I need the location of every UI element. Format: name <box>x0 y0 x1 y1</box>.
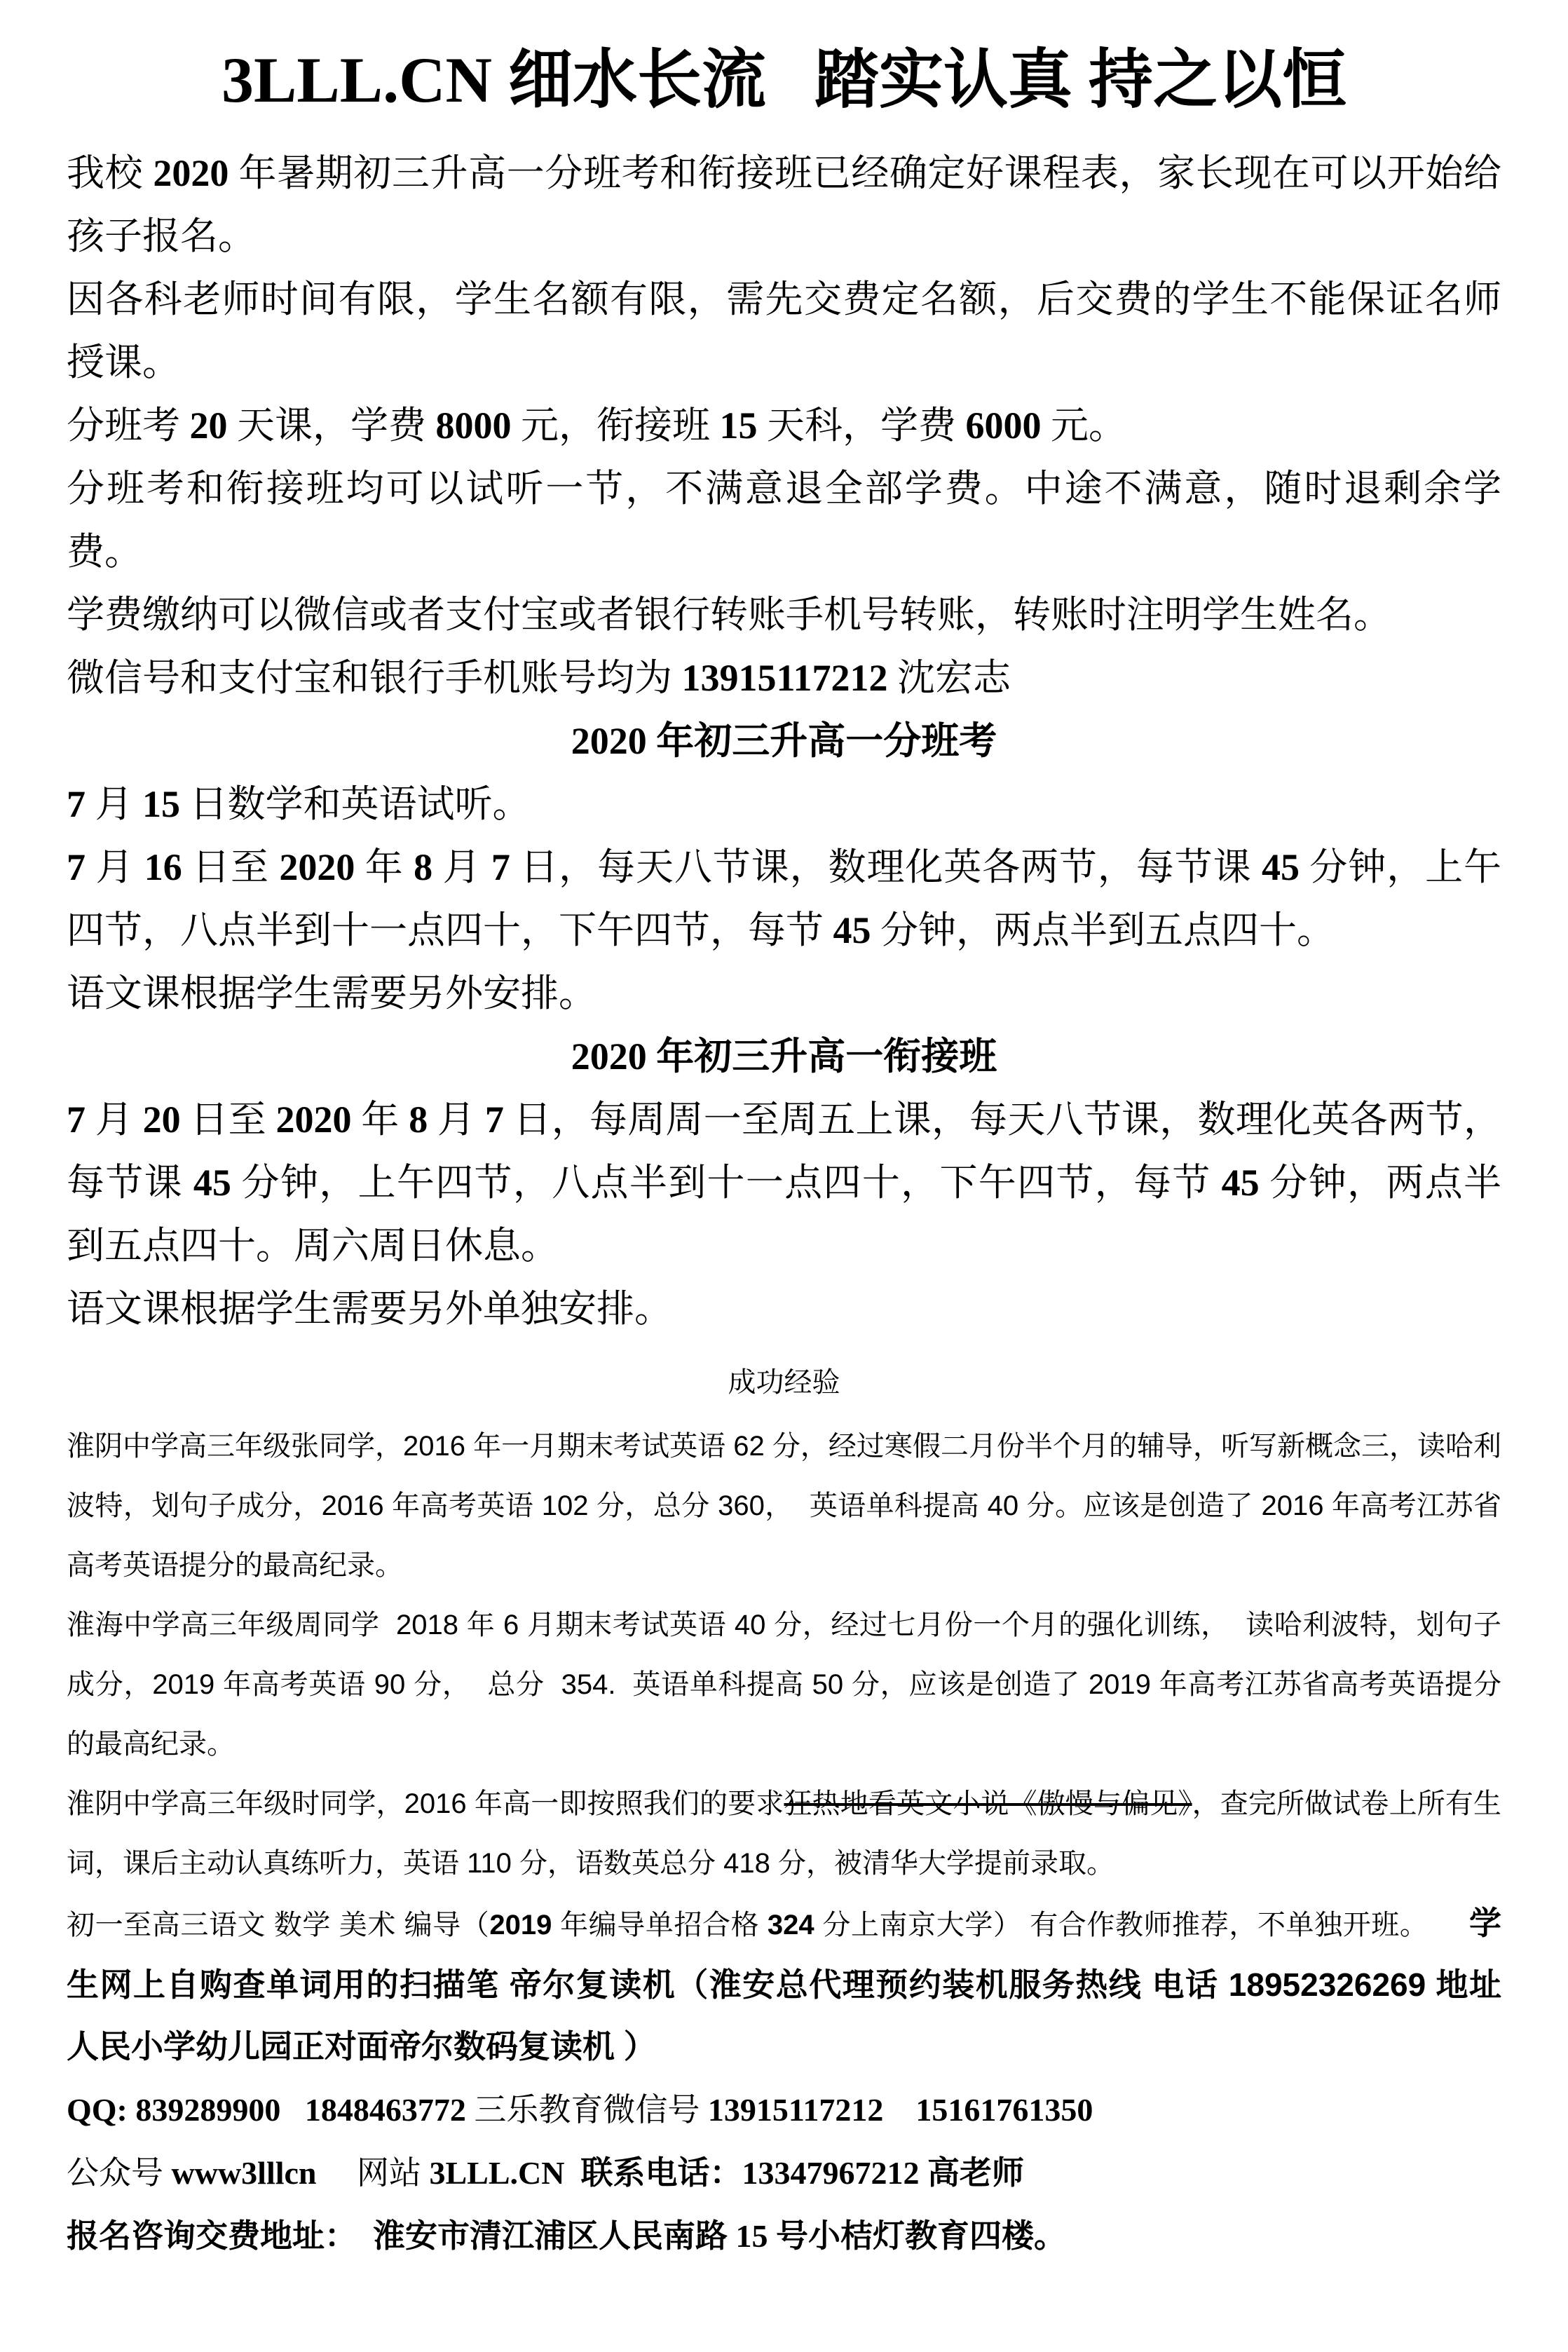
website-value: 3LLL.CN <box>429 2155 565 2191</box>
fenbankao-paragraph-3: 语文课根据学生需要另外安排。 <box>67 972 596 1015</box>
contact-line-web <box>67 2142 1501 2205</box>
contact-line-address <box>67 2205 1501 2268</box>
intro-paragraph-1: 我校 2020 年暑期初三升高一分班考和衔接班已经确定好课程表，家长现在可以开始给孩子报名。 <box>67 152 1502 258</box>
fenbankao-paragraph-1: 7 月 15 日数学和英语试听。 <box>67 783 531 826</box>
gongzhonghao-label: 公众号 <box>67 2155 172 2191</box>
success-story-3 <box>67 1774 1501 1894</box>
address-label: 报名咨询交费地址： <box>67 2218 373 2255</box>
phone-value: 联系电话：13347967212 高老师 <box>564 2155 1024 2191</box>
intro-paragraph-6: 微信号和支付宝和银行手机账号均为 13915117212 沈宏志 <box>67 657 1011 700</box>
wechat-label: 三乐教育微信号 <box>474 2092 708 2128</box>
courses-normal-text: 初一至高三语文 数学 美术 编导（2019 年编导单招合格 324 分上南京大学） 有合作教师推荐，不单独开班。 <box>67 1910 1470 1941</box>
intro-paragraph-3: 分班考 20 天课，学费 8000 元，衔接班 15 天科，学费 6000 元。 <box>67 405 1126 447</box>
fenbankao-paragraph-2: 7 月 16 日至 2020 年 8 月 7 日，每天八节课，数理化英各两节，每节课 45 分钟，上午四节，八点半到十一点四十，下午四节，每节 45 分钟，两点半到五点四十。 <box>67 846 1502 952</box>
qq-numbers: QQ: 839289900 1848463772 <box>67 2092 475 2128</box>
website-label: 网站 <box>316 2155 430 2191</box>
page-title: 3LLL.CN 细水长流 踏实认真 持之以恒 <box>221 44 1347 116</box>
success-story-1: 淮阴中学高三年级张同学，2016 年一月期末考试英语 62 分，经过寒假二月份半个月的辅导，听写新概念三，读哈利波特，划句子成分，2016 年高考英语 102 分，总分 360， 英语单科提高 40 分。应该是创造了 2016 年高考江苏省高考英语提分的最高纪录。 <box>67 1431 1501 1582</box>
courses-bold-text: 学生网上自购查单词用的扫描笔 帝尔复读机（淮安总代理预约装机服务热线 电话 18952326269 地址 人民小学幼儿园正对面帝尔数码复读机 ） <box>67 1905 1511 2065</box>
intro-paragraph-2: 因各科老师时间有限，学生名额有限，需先交费定名额，后交费的学生不能保证名师授课。 <box>67 278 1501 384</box>
success-story-2: 淮海中学高三年级周同学 2018 年 6 月期末考试英语 40 分，经过七月份一个月的强化训练， 读哈利波特，划句子成分，2019 年高考英语 90 分， 总分 354. 英语单科提高 50 分，应该是创造了 2019 年高考江苏省高考英语提分的最高纪录。 <box>67 1610 1501 1760</box>
xianjieban-paragraph-2: 语文课根据学生需要另外单独安排。 <box>67 1288 672 1331</box>
contact-line-qq <box>67 2079 1501 2142</box>
wechat-numbers: 13915117212 15161761350 <box>707 2092 1093 2128</box>
success-story-3-prefix: 淮阴中学高三年级时同学，2016 年高一即按照我们的要求 <box>67 1788 784 1820</box>
success-heading: 成功经验 <box>728 1367 840 1399</box>
courses-line <box>67 1894 1511 2079</box>
xianjieban-paragraph-1: 7 月 20 日至 2020 年 8 月 7 日，每周周一至周五上课，每天八节课，数理化英各两节，每节课 45 分钟，上午四节，八点半到十一点四十，下午四节，每节 45 分钟，两点半到五点四十。周六周日休息。 <box>67 1099 1502 1267</box>
intro-paragraph-4: 分班考和衔接班均可以试听一节，不满意退全部学费。中途不满意，随时退剩余学费。 <box>67 468 1501 573</box>
strikethrough-text: 狂热地看英文小说《傲慢与偏见》 <box>784 1788 1192 1820</box>
gongzhonghao-value: www3lllcn <box>171 2155 317 2191</box>
address-value: 淮安市清江浦区人民南路 15 号小桔灯教育四楼。 <box>373 2218 1066 2255</box>
section-heading-xianjieban: 2020 年初三升高一衔接班 <box>571 1035 997 1078</box>
success-story-3-suffix: ，查完所做试卷上所有生词，课后主动认真练听力，英语 110 分，语数英总分 418 分，被清华大学提前录取。 <box>67 1788 1501 1879</box>
intro-paragraph-5: 学费缴纳可以微信或者支付宝或者银行转账手机号转账，转账时注明学生姓名。 <box>67 594 1391 637</box>
section-heading-fenbankao: 2020 年初三升高一分班考 <box>571 720 997 763</box>
